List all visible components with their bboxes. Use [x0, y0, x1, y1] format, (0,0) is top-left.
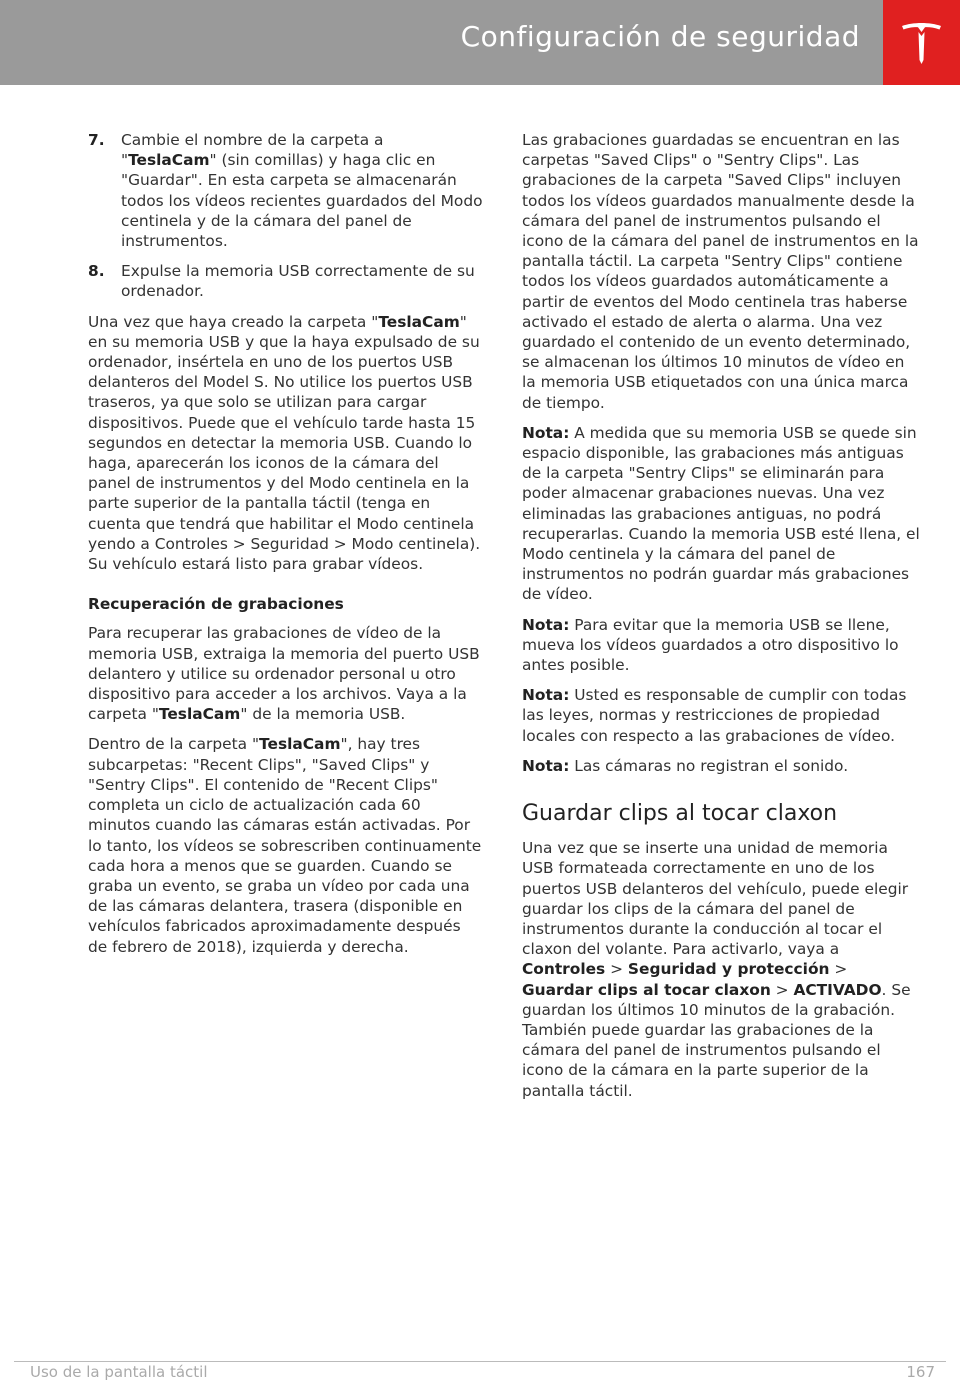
menu-path-item: Guardar clips al tocar claxon — [522, 980, 771, 999]
right-column — [522, 130, 920, 1111]
folder-name: TeslaCam — [259, 735, 341, 754]
left-column — [88, 130, 483, 967]
paragraph — [88, 623, 483, 724]
section-title: Guardar clips al tocar claxon — [522, 801, 838, 827]
text-run: Una vez que se inserte una unidad de memoria USB formateada correctamente en uno de los puertos USB delanteros del vehículo, puede elegir guardar los clips de la cámara del panel de instrumentos durante la conducción al tocar el claxon del volante. Para activarlo, vaya a — [522, 839, 909, 959]
text-run: Una vez que haya creado la carpeta " — [88, 312, 379, 331]
folder-name: TeslaCam — [158, 705, 241, 724]
text-run: " de la memoria USB. — [240, 705, 406, 724]
text-run: > — [605, 960, 628, 979]
footer-section: Uso de la pantalla táctil — [30, 1363, 208, 1381]
text-run: > — [770, 980, 794, 999]
step-number: 7. — [88, 131, 105, 149]
note-text: Usted es responsable de cumplir con todas las leyes, normas y restricciones de propiedad locales con respecto a las grabaciones de vídeo. — [522, 686, 907, 745]
note — [522, 685, 920, 746]
note-label: Nota: — [522, 423, 570, 442]
note — [522, 756, 920, 776]
menu-path-item: ACTIVADO — [793, 980, 882, 999]
text-run: Dentro de la carpeta " — [88, 735, 260, 754]
paragraph — [522, 838, 920, 1101]
note — [522, 423, 920, 605]
folder-name: TeslaCam — [378, 312, 460, 331]
footer-divider — [14, 1361, 946, 1362]
note — [522, 615, 920, 676]
step-text: Cambie el nombre de la carpeta a " — [121, 131, 384, 170]
note-text: Para evitar que la memoria USB se llene, mueva los vídeos guardados a otro dispositivo lo antes posible. — [522, 615, 899, 675]
page-title: Configuración de seguridad — [460, 20, 860, 53]
step-item — [88, 130, 483, 251]
menu-path-item: Seguridad y protección — [627, 960, 830, 979]
step-number: 8. — [88, 262, 105, 281]
text-run: Para recuperar las grabaciones de vídeo de la memoria USB, extraiga la memoria del puerto USB delantero y utilice su ordenador personal u otro dispositivo para acceder a los archivos. Vaya a la carpeta " — [88, 624, 480, 724]
menu-path-item: Controles — [522, 960, 606, 979]
note-text: Las cámaras no registran el sonido. — [569, 756, 849, 775]
paragraph — [88, 312, 483, 575]
text-run: " en su memoria USB y que la haya expulsado de su ordenador, insértela en uno de los puertos USB delanteros del Model S. No utilice los puertos USB traseros, ya que solo se utilizan para cargar dispositivos. Puede que el vehículo tarde hasta 15 segundos en detectar la memoria USB. Cuando lo haga, aparecerán los iconos de la cámara del panel de instrumentos y del Modo centinela en la parte superior de la pantalla táctil (tenga en cuenta que tendrá que habilitar el Modo centinela yendo a Controles > Seguridad > Modo centinela). Su vehículo estará listo para grabar vídeos. — [88, 312, 481, 574]
note-label: Nota: — [522, 756, 570, 775]
note-text: A medida que su memoria USB se quede sin espacio disponible, las grabaciones más antiguas de la carpeta "Sentry Clips" se eliminarán para poder almacenar grabaciones nuevas. Una vez eliminadas las grabaciones antiguas, no podrá recuperarlas. Cuando la memoria USB esté llena, el Modo centinela y la cámara del panel de instrumentos no podrán guardar más grabaciones de vídeo. — [522, 423, 920, 604]
note-label: Nota: — [522, 686, 570, 705]
text-run: > — [829, 960, 848, 979]
step-item — [88, 261, 483, 301]
note-label: Nota: — [522, 615, 570, 634]
text-run: ", hay tres subcarpetas: "Recent Clips", "Saved Clips" y "Sentry Clips". El contenido de "Recent Clips" completa un ciclo de actualización cada 60 minutos cuando las cámaras están activadas. Por lo tanto, los vídeos se sobrescriben continuamente cada hora a menos que se guarden. Cuando se graba un evento, se graba un vídeo por cada una de las cámaras delantera, trasera (disponible en vehículos fabricados aproximadamente después de febrero de 2018), izquierda y derecha. — [88, 735, 482, 956]
subheading: Recuperación de grabaciones — [88, 595, 344, 614]
step-text: " (sin comillas) y haga clic en "Guardar". En esta carpeta se almacenarán todos los vídeos recientes guardados del Modo centinela y de la cámara del panel de instrumentos. — [121, 151, 483, 251]
folder-name: TeslaCam — [128, 151, 210, 170]
header-bar — [0, 0, 960, 85]
tesla-logo-icon — [899, 20, 944, 65]
logo-box — [883, 0, 960, 85]
text-run: . Se guardan los últimos 10 minutos de la grabación. También puede guardar las grabaciones de la cámara del panel de instrumentos pulsando el icono de la cámara en la parte superior de la pantalla táctil. — [522, 980, 911, 1100]
paragraph: Las grabaciones guardadas se encuentran en las carpetas "Saved Clips" o "Sentry Clips". Las grabaciones de la carpeta "Saved Clips" incluyen todos los vídeos guardados manualmente desde la cámara del panel de instrumentos pulsando el icono de la cámara del panel de instrumentos en la pantalla táctil. La carpeta "Sentry Clips" contiene todos los vídeos guardados automáticamente a partir de eventos del Modo centinela tras haberse activado el estado de alerta o alarma. Una vez guardado el contenido de un evento determinado, se almacenan los últimos 10 minutos de vídeo en la memoria USB etiquetados con una única marca de tiempo. — [522, 131, 919, 412]
step-text: Expulse la memoria USB correctamente de su ordenador. — [121, 262, 475, 301]
page-number: 167 — [906, 1363, 935, 1381]
paragraph — [88, 734, 483, 956]
